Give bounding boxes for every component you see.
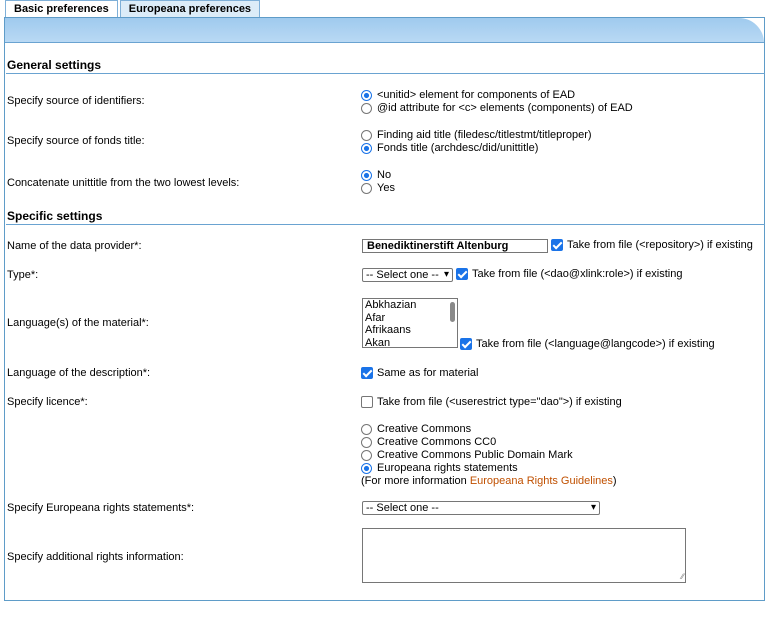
general-settings-heading: General settings	[6, 57, 765, 74]
scrollbar-thumb[interactable]	[450, 302, 455, 322]
list-item[interactable]: Akan	[365, 336, 391, 348]
type-label: Type*:	[7, 269, 39, 281]
radio-selected-icon[interactable]	[361, 170, 372, 181]
licence-option-cc[interactable]: Creative Commons	[361, 422, 471, 436]
licence-take-from-file[interactable]: Take from file (<userestrict type="dao">) if existing	[361, 395, 622, 409]
licence-option-europeana[interactable]: Europeana rights statements	[361, 461, 518, 475]
radio-selected-icon[interactable]	[361, 143, 372, 154]
specific-settings-heading: Specific settings	[6, 208, 765, 225]
radio-icon[interactable]	[361, 450, 372, 461]
tab-bar	[5, 0, 262, 17]
languages-listbox[interactable]	[362, 298, 458, 348]
provider-take-from-file[interactable]: Take from file (<repository>) if existing	[551, 238, 753, 252]
identifiers-option-id[interactable]: @id attribute for <c> elements (components) of EAD	[361, 101, 633, 115]
radio-icon[interactable]	[361, 130, 372, 141]
description-language-same[interactable]: Same as for material	[361, 366, 478, 380]
radio-selected-icon[interactable]	[361, 463, 372, 474]
preferences-panel	[4, 17, 765, 601]
europeana-rights-guidelines-link[interactable]: Europeana Rights Guidelines	[469, 475, 613, 487]
checkbox-checked-icon[interactable]	[551, 239, 563, 251]
type-take-from-file[interactable]: Take from file (<dao@xlink:role>) if existing	[456, 267, 682, 281]
radio-icon[interactable]	[361, 103, 372, 114]
radio-icon[interactable]	[361, 183, 372, 194]
type-select[interactable]: -- Select one -- ▾	[362, 268, 453, 282]
radio-icon[interactable]	[361, 437, 372, 448]
licence-info: (For more information Europeana Rights Guidelines )	[361, 475, 617, 487]
tab-basic-preferences[interactable]: Basic preferences	[5, 0, 118, 17]
concatenate-option-yes[interactable]: Yes	[361, 181, 395, 195]
licence-option-cc0[interactable]: Creative Commons CC0	[361, 435, 496, 449]
checkbox-icon[interactable]	[361, 396, 373, 408]
identifiers-label: Specify source of identifiers:	[7, 95, 145, 107]
rights-statements-select[interactable]: -- Select one -- ▾	[362, 501, 600, 515]
additional-rights-textarea[interactable]	[362, 528, 686, 583]
concatenate-option-no[interactable]: No	[361, 168, 391, 182]
identifiers-option-unitid[interactable]: <unitid> element for components of EAD	[361, 88, 575, 102]
provider-input[interactable]: Benediktinerstift Altenburg	[362, 239, 548, 253]
licence-label: Specify licence*:	[7, 396, 88, 408]
fonds-title-option-finding-aid[interactable]: Finding aid title (filedesc/titlestmt/titleproper)	[361, 128, 592, 142]
rights-statements-label: Specify Europeana rights statements*:	[7, 502, 195, 514]
provider-label: Name of the data provider*:	[7, 240, 142, 252]
radio-selected-icon[interactable]	[361, 90, 372, 101]
resize-grip-icon[interactable]: ∕∕	[681, 572, 684, 581]
fonds-title-option-fonds[interactable]: Fonds title (archdesc/did/unittitle)	[361, 141, 538, 155]
languages-label: Language(s) of the material*:	[7, 317, 149, 329]
radio-icon[interactable]	[361, 424, 372, 435]
fonds-title-label: Specify source of fonds title:	[7, 135, 145, 147]
description-language-label: Language of the description*:	[7, 367, 151, 379]
panel-banner	[5, 18, 764, 43]
checkbox-checked-icon[interactable]	[456, 268, 468, 280]
checkbox-checked-icon[interactable]	[361, 367, 373, 379]
chevron-down-icon: ▾	[443, 269, 449, 280]
list-item[interactable]: Afar	[365, 311, 386, 324]
tab-europeana-preferences[interactable]: Europeana preferences	[120, 0, 260, 17]
list-item[interactable]: Abkhazian	[365, 299, 417, 311]
licence-option-public-domain[interactable]: Creative Commons Public Domain Mark	[361, 448, 573, 462]
languages-take-from-file[interactable]: Take from file (<language@langcode>) if existing	[460, 337, 715, 351]
list-item[interactable]: Afrikaans	[365, 324, 411, 336]
checkbox-checked-icon[interactable]	[460, 338, 472, 350]
additional-rights-label: Specify additional rights information:	[7, 551, 184, 563]
concatenate-label: Concatenate unittitle from the two lowest levels:	[7, 177, 240, 189]
chevron-down-icon: ▾	[590, 502, 596, 513]
